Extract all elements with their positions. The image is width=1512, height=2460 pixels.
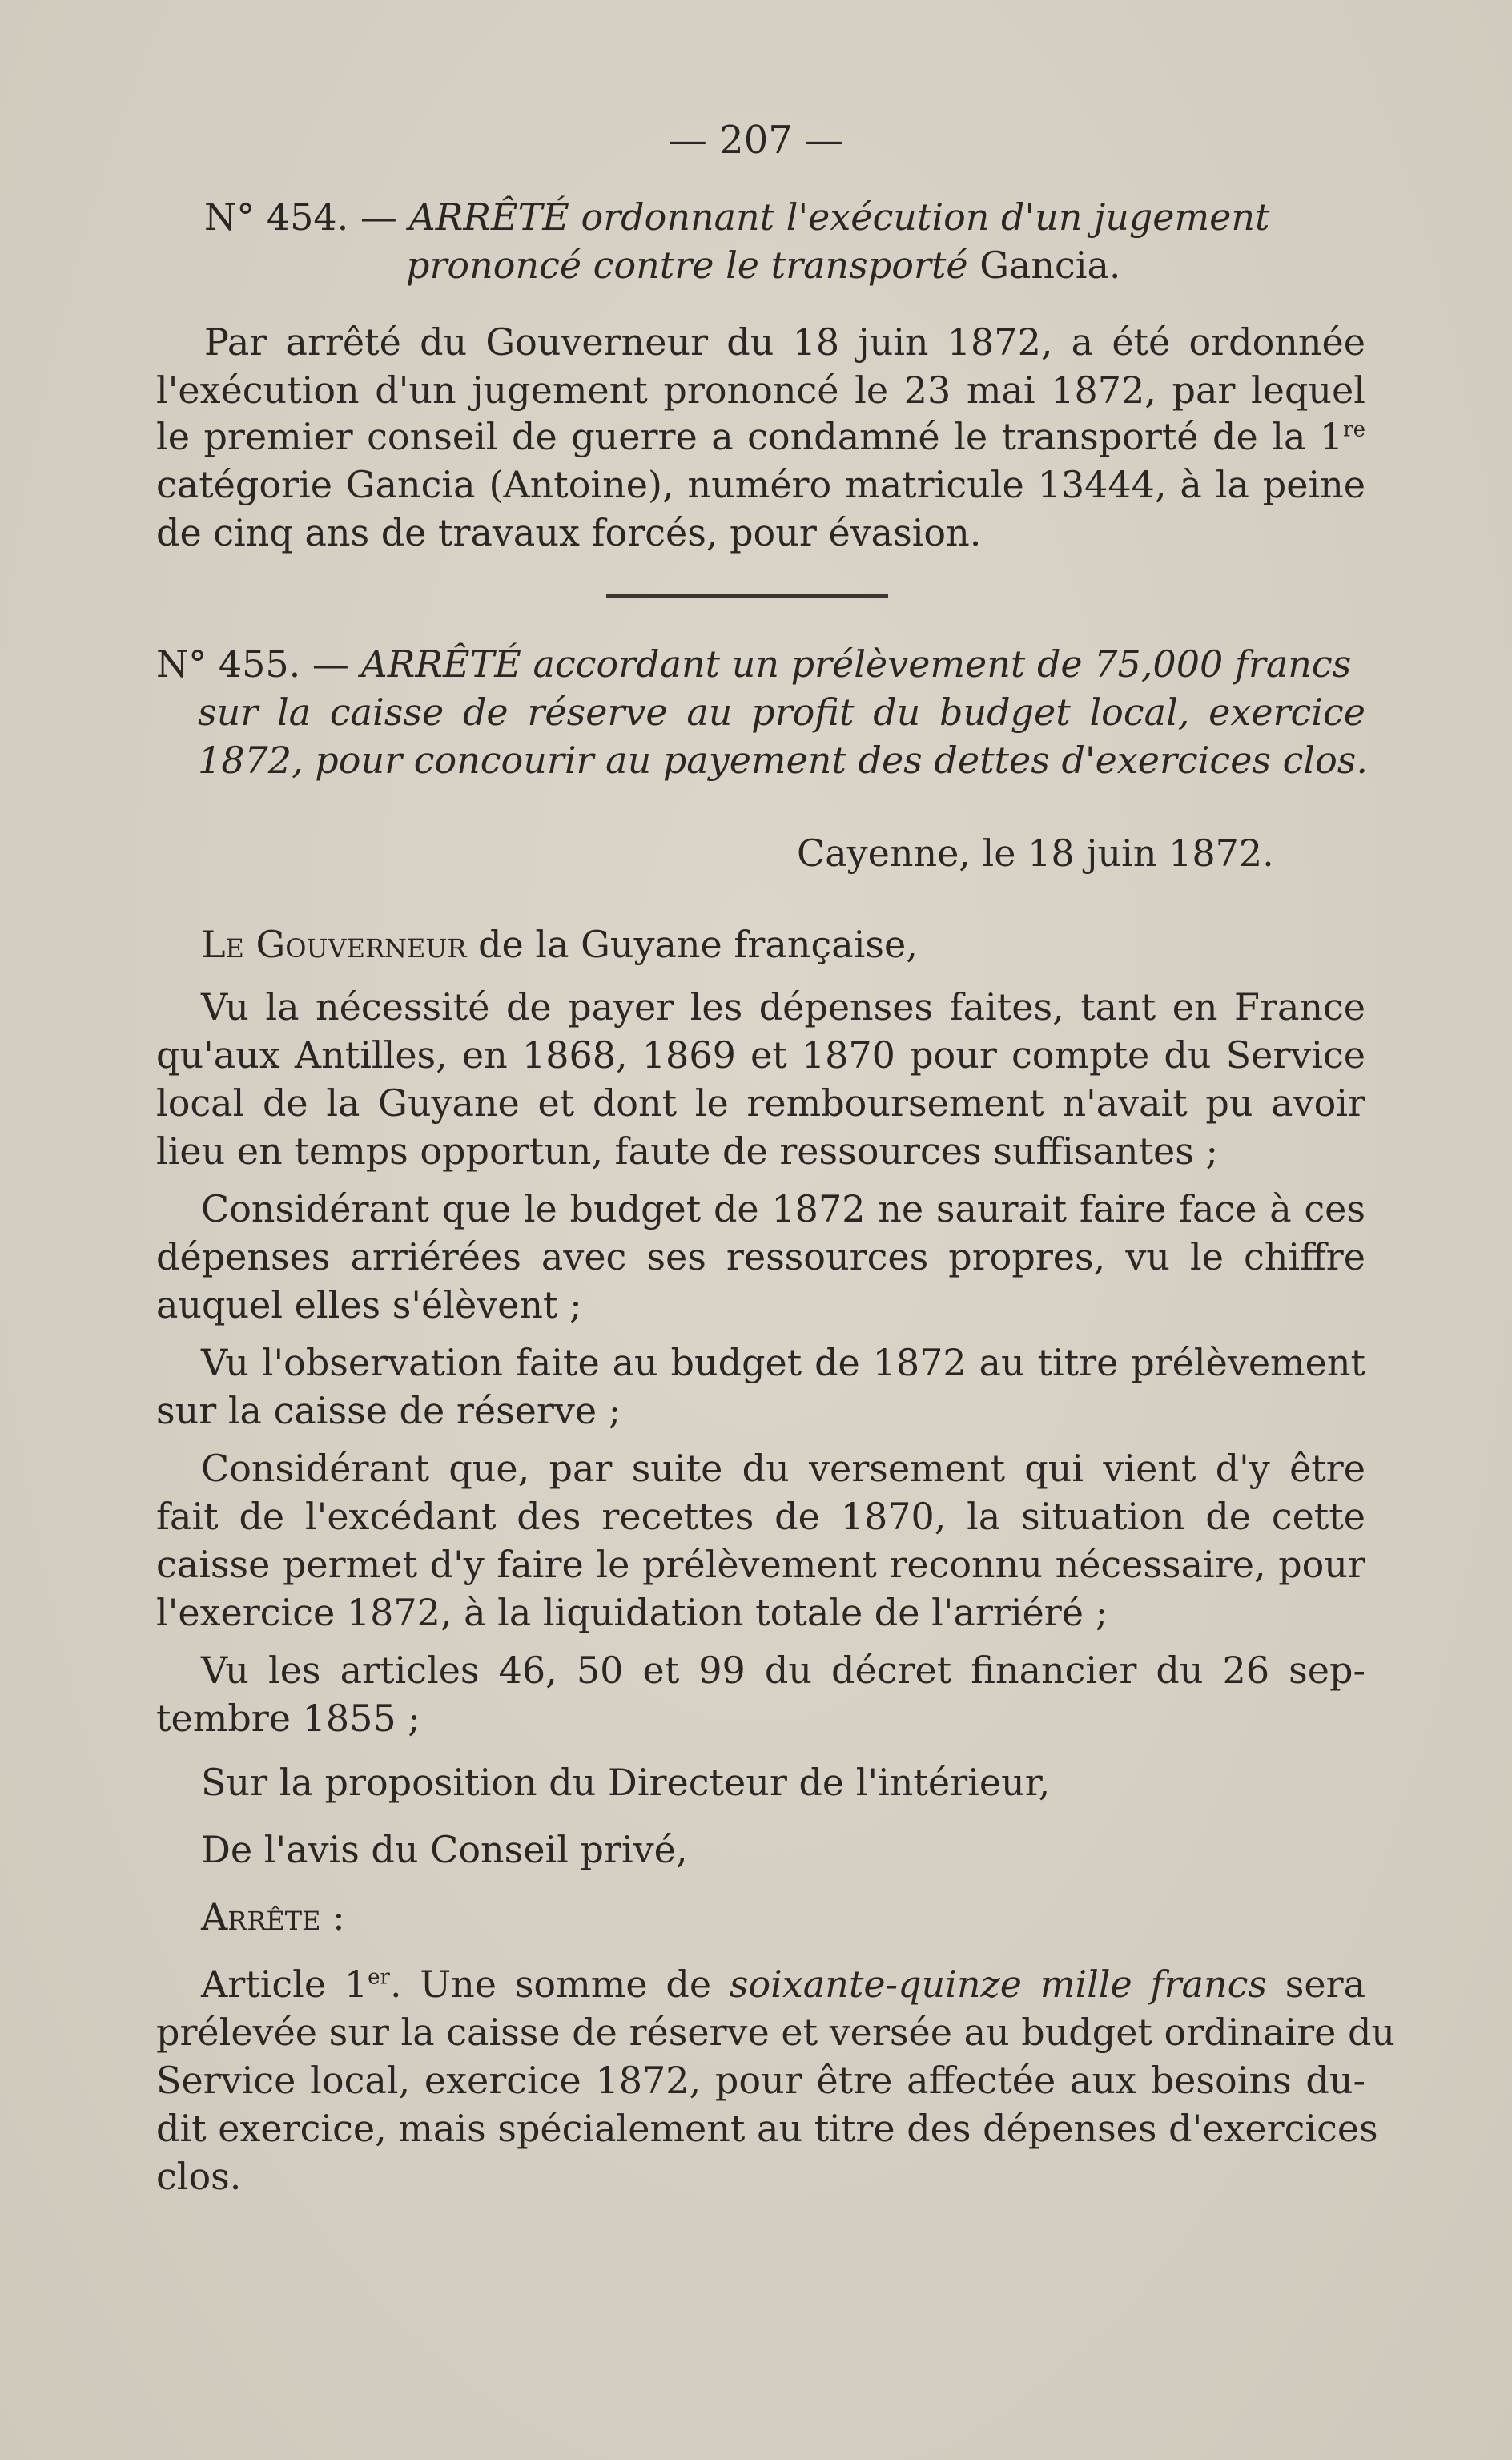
governor-title: Le Gouverneur <box>201 923 467 966</box>
body-line: Sur la proposition du Directeur de l'intérieur, <box>201 1761 1051 1804</box>
page-number: — 207 — <box>668 118 844 163</box>
section-454-body-line: de cinq ans de travaux forcés, pour évasion. <box>156 511 982 554</box>
section-454-title-italic-2: prononcé contre le transporté <box>406 244 980 287</box>
body-line: l'exercice 1872, à la liquidation totale de l'arriéré ; <box>156 1591 1108 1634</box>
body-line: Vu la nécessité de payer les dépenses faites, tant en France <box>201 985 1365 1029</box>
body-line: lieu en temps opportun, faute de ressources suffisantes ; <box>156 1129 1218 1173</box>
article-1-line: dit exercice, mais spécialement au titre des dépenses d'exercices <box>156 2107 1378 2150</box>
body-line: sur la caisse de réserve ; <box>156 1389 621 1432</box>
section-455-title-italic: ARRÊTÉ accordant un prélèvement de 75,000 francs <box>360 642 1352 686</box>
section-454-body-line: Par arrêté du Gouverneur du 18 juin 1872, a été ordonnée <box>204 320 1365 364</box>
article-amount-italic: soixante-quinze mille francs <box>729 1963 1267 2006</box>
governor-rest: de la Guyane française, <box>466 923 918 966</box>
section-454-convict-name: Gancia. <box>979 244 1121 287</box>
article-prefix: Article 1 <box>201 1963 368 2006</box>
article-1-line: clos. <box>156 2155 242 2198</box>
article-1-line: prélevée sur la caisse de réserve et versée au budget ordinaire du <box>156 2011 1396 2054</box>
governor-line <box>201 921 1365 968</box>
section-454-body-line <box>156 413 1365 460</box>
article-1-line1 <box>201 1961 1365 2007</box>
body-line: caisse permet d'y faire le prélèvement reconnu nécessaire, pour <box>156 1543 1365 1586</box>
body-line: Vu l'observation faite au budget de 1872 au titre prélèvement <box>201 1341 1365 1384</box>
section-455-number: N° 455. — <box>156 642 361 686</box>
place-date: Cayenne, le 18 juin 1872. <box>797 831 1274 875</box>
section-divider <box>606 594 888 598</box>
body-line: fait de l'excédant des recettes de 1870, la situation de cette <box>156 1495 1365 1538</box>
superscript-er: er <box>368 1965 390 1990</box>
section-454-number: N° 454. — <box>204 195 409 239</box>
body-line: local de la Guyane et dont le remboursement n'avait pu avoir <box>156 1081 1365 1125</box>
section-454-body-line: catégorie Gancia (Antoine), numéro matricule 13444, à la peine <box>156 463 1365 506</box>
body-line: tembre 1855 ; <box>156 1697 420 1740</box>
section-455-heading-line2: sur la caisse de réserve au profit du budget local, exercice <box>198 690 1365 734</box>
section-454-heading-line2 <box>406 242 1367 288</box>
body-line: auquel elles s'élèvent ; <box>156 1283 582 1327</box>
article-text-b: sera <box>1266 1963 1366 2006</box>
body-line: Considérant que le budget de 1872 ne saurait faire face à ces <box>201 1187 1365 1230</box>
article-text-a: . Une somme de <box>390 1963 730 2006</box>
article-1-line: Service local, exercice 1872, pour être affectée aux besoins du- <box>156 2059 1365 2102</box>
body-line: Considérant que, par suite du versement qui vient d'y être <box>201 1447 1365 1490</box>
section-454-body-line: l'exécution d'un jugement prononcé le 23 mai 1872, par lequel <box>156 368 1365 412</box>
section-455-heading-line1 <box>156 641 1365 687</box>
section-454-heading-line1 <box>204 194 1365 240</box>
arrete-label: Arrête : <box>201 1895 345 1939</box>
body-line: Vu les articles 46, 50 et 99 du décret financier du 26 sep- <box>201 1649 1365 1692</box>
body-line: qu'aux Antilles, en 1868, 1869 et 1870 pour compte du Service <box>156 1033 1365 1077</box>
body-line: dépenses arriérées avec ses ressources propres, vu le chiffre <box>156 1235 1365 1278</box>
section-455-heading-line3: 1872, pour concourir au payement des dettes d'exercices clos. <box>198 739 1369 782</box>
superscript-re: re <box>1343 417 1365 442</box>
body-line: De l'avis du Conseil privé, <box>201 1828 688 1871</box>
section-454-title-italic: ARRÊTÉ ordonnant l'exécution d'un jugement <box>408 195 1270 239</box>
section-454-body-text: le premier conseil de guerre a condamné le transporté de la 1 <box>156 415 1344 458</box>
